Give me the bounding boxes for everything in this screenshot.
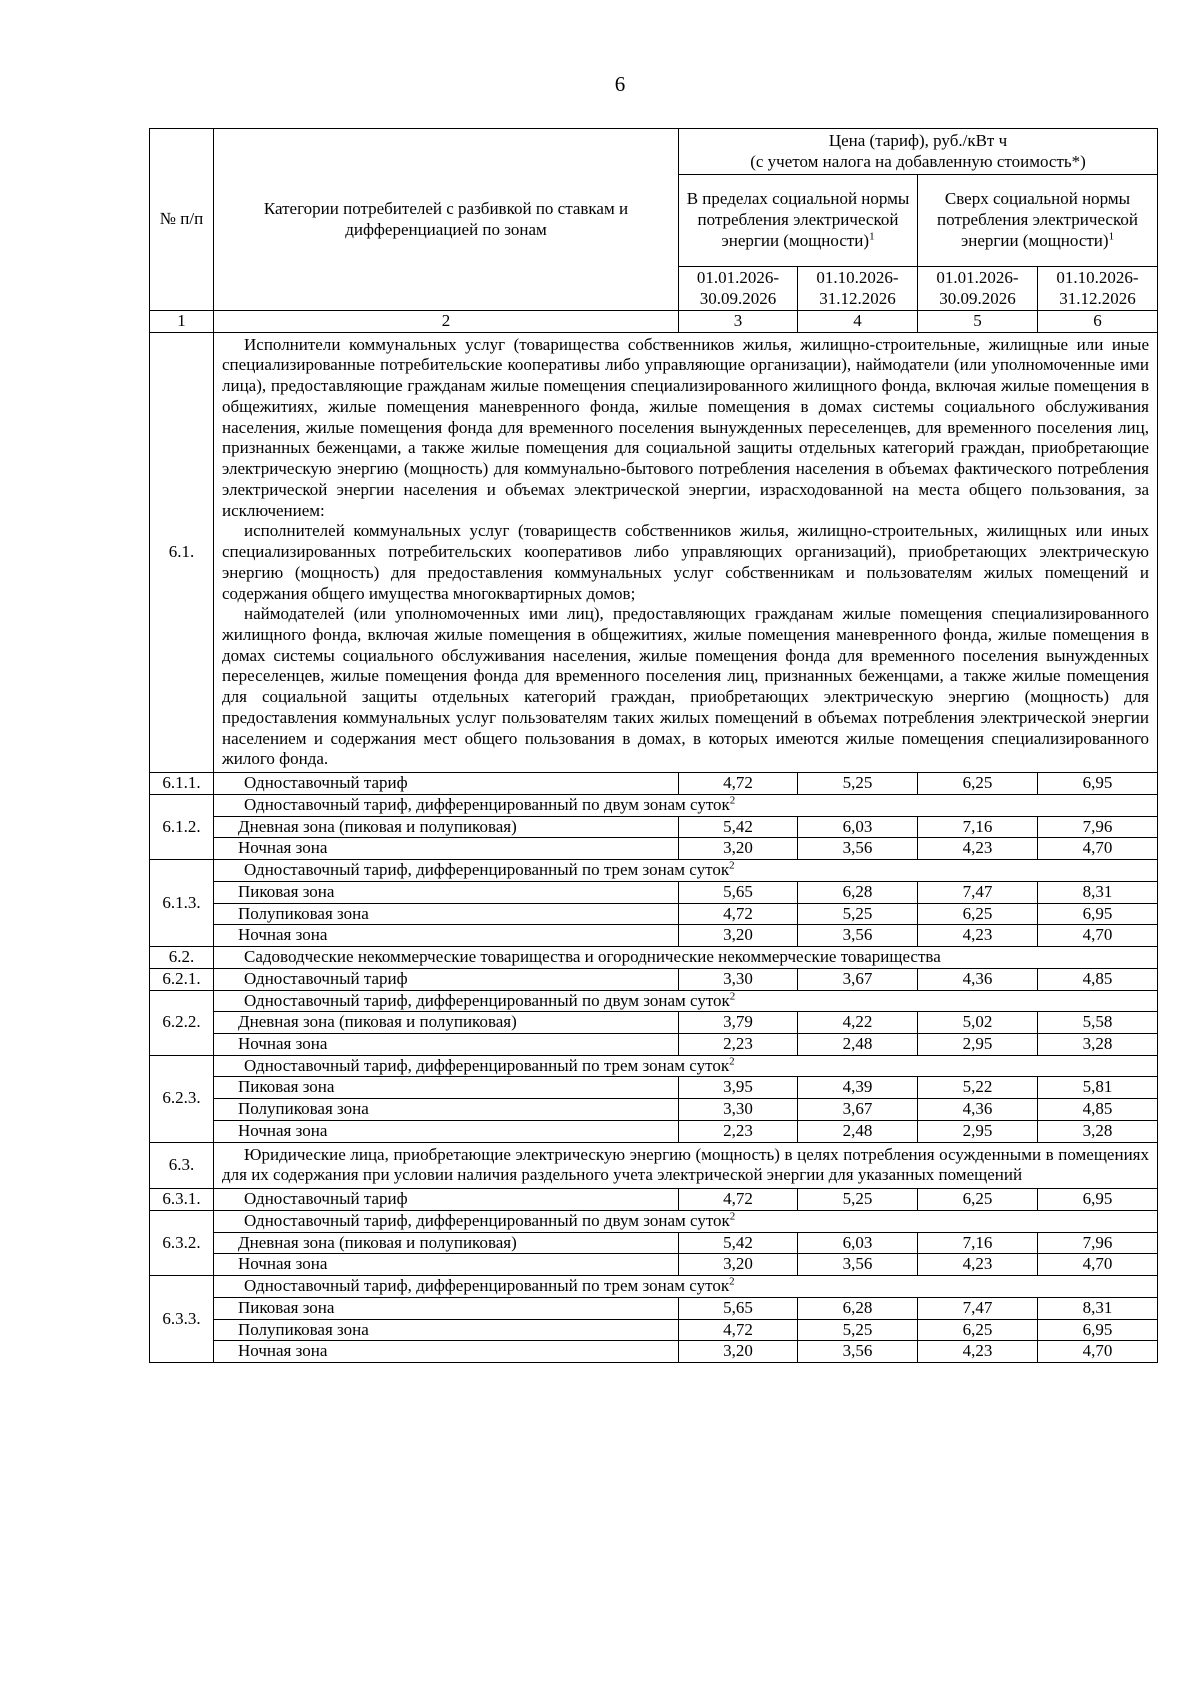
zone-name: Ночная зона xyxy=(214,1341,679,1363)
price-cell: 2,95 xyxy=(918,1120,1038,1142)
price-cell: 5,65 xyxy=(679,881,798,903)
table-row xyxy=(150,816,1158,838)
page-number: 6 xyxy=(614,72,626,96)
price-cell: 4,23 xyxy=(918,1341,1038,1363)
row-number: 6.2.1. xyxy=(150,968,214,990)
price-cell: 7,96 xyxy=(1038,1232,1158,1254)
section-description: Садоводческие некоммерческие товарищества и огороднические некоммерческие товарищества xyxy=(214,947,1158,969)
zone-name: Дневная зона (пиковая и полупиковая) xyxy=(214,1232,679,1254)
section-row xyxy=(150,947,1158,969)
zone-name: Пиковая зона xyxy=(214,1077,679,1099)
tariff-name: Одноставочный тариф, дифференцированный по трем зонам суток$^2$ xyxy=(214,860,1158,882)
table-row xyxy=(150,1077,1158,1099)
section-row xyxy=(150,332,1158,772)
price-cell: 3,56 xyxy=(798,838,918,860)
table-row xyxy=(150,1276,1158,1298)
row-number: 6.3.3. xyxy=(150,1276,214,1363)
price-cell: 5,22 xyxy=(918,1077,1038,1099)
price-cell: 3,67 xyxy=(798,968,918,990)
price-cell: 8,31 xyxy=(1038,1297,1158,1319)
section-paragraph: исполнителей коммунальных услуг (товариществ собственников жилья, жилищно-строительных, жилищных или иных специализированных потребительских кооперативов либо управляющих организаций), приобретающих электрическую энергию (мощность) для предоставления коммунальных услуг собственникам и пользователям жилых помещений и содержания общего имущества многоквартирных домов; xyxy=(222,521,1149,603)
period-1: 01.01.2026-30.09.2026 xyxy=(679,267,798,311)
zone-name: Пиковая зона xyxy=(214,881,679,903)
price-cell: 7,96 xyxy=(1038,816,1158,838)
price-cell: 2,48 xyxy=(798,1120,918,1142)
price-cell: 6,95 xyxy=(1038,773,1158,795)
zone-name: Ночная зона xyxy=(214,1120,679,1142)
price-cell: 3,56 xyxy=(798,1254,918,1276)
price-cell: 3,56 xyxy=(798,1341,918,1363)
section-paragraph: наймодателей (или уполномоченных ими лиц), предоставляющих гражданам жилые помещения специализированного жилищного фонда, включая жилые помещения в общежитиях, жилые помещения маневренного фонда, жилые помещения в домах системы социального обслуживания населения, жилые помещения фонда для временного поселения вынужденных переселенцев, жилые помещения фонда для временного поселения лиц, признанных беженцами, а также жилые помещения для социальной защиты отдельных категорий граждан, приобретающих электрическую энергию (мощность) для предоставления коммунальных услуг пользователям таких жилых помещений в объемах потребления электрической энергии населением и содержания мест общего пользования в домах, в которых имеются жилые помещения специализированного жилого фонда. xyxy=(222,604,1149,769)
price-cell: 7,47 xyxy=(918,881,1038,903)
price-cell: 3,79 xyxy=(679,1012,798,1034)
header-num: № п/п xyxy=(150,129,214,311)
price-cell: 4,23 xyxy=(918,1254,1038,1276)
header-category: Категории потребителей с разбивкой по ставкам и дифференциацией по зонам xyxy=(214,129,679,311)
price-cell: 6,25 xyxy=(918,1319,1038,1341)
table-row xyxy=(150,990,1158,1012)
table-row xyxy=(150,925,1158,947)
price-cell: 4,23 xyxy=(918,925,1038,947)
footnote-marker: 2 xyxy=(729,989,736,1002)
price-cell: 4,36 xyxy=(918,968,1038,990)
tariff-name: Одноставочный тариф, дифференцированный по трем зонам суток$^2$ xyxy=(214,1055,1158,1077)
price-cell: 2,95 xyxy=(918,1033,1038,1055)
table-row xyxy=(150,881,1158,903)
column-number: 3 xyxy=(679,311,798,333)
section-row xyxy=(150,1142,1158,1188)
table-row xyxy=(150,1012,1158,1034)
price-cell: 3,30 xyxy=(679,968,798,990)
price-cell: 6,28 xyxy=(798,881,918,903)
column-number-row xyxy=(150,311,1158,333)
price-cell: 3,20 xyxy=(679,838,798,860)
header-price-vat: (с учетом налога на добавленную стоимость*) xyxy=(750,151,1086,171)
price-cell: 4,70 xyxy=(1038,1254,1158,1276)
tariff-name: Одноставочный тариф xyxy=(214,773,679,795)
header-above-norm: Сверх социальной нормы потребления электрической энергии (мощности)$^1$ xyxy=(918,175,1158,267)
column-number: 1 xyxy=(150,311,214,333)
footnote-marker: 2 xyxy=(729,794,736,807)
price-cell: 6,25 xyxy=(918,1189,1038,1211)
period-3: 01.01.2026-30.09.2026 xyxy=(918,267,1038,311)
table-row xyxy=(150,1189,1158,1211)
price-cell: 6,25 xyxy=(918,773,1038,795)
table-row xyxy=(150,860,1158,882)
section-paragraph: Исполнители коммунальных услуг (товарищества собственников жилья, жилищно-строительные, жилищные или иные специализированные потребительские кооперативы либо управляющие организации), наймодатели (или уполномоченные ими лица), предоставляющие гражданам жилые помещения специализированного жилищного фонда, включая жилые помещения в общежитиях, жилые помещения маневренного фонда, жилые помещения в домах системы социального обслуживания населения, жилые помещения фонда для временного поселения вынужденных переселенцев, для временного поселения лиц, признанных беженцами, а также жилые помещения для социальной защиты отдельных категорий граждан, приобретающие электрическую энергию (мощность) для коммунально-бытового потребления населения в объемах фактического потребления электрической энергии населения и объемах электрической энергии, израсходованной на места общего пользования, за исключением: xyxy=(222,334,1149,520)
price-cell: 6,03 xyxy=(798,1232,918,1254)
zone-name: Дневная зона (пиковая и полупиковая) xyxy=(214,1012,679,1034)
price-cell: 2,23 xyxy=(679,1120,798,1142)
row-number: 6.2.3. xyxy=(150,1055,214,1142)
table-row xyxy=(150,838,1158,860)
column-number: 4 xyxy=(798,311,918,333)
price-cell: 6,95 xyxy=(1038,1319,1158,1341)
price-cell: 4,85 xyxy=(1038,968,1158,990)
row-number: 6.3. xyxy=(150,1142,214,1188)
row-number: 6.1.1. xyxy=(150,773,214,795)
price-cell: 4,22 xyxy=(798,1012,918,1034)
price-cell: 4,72 xyxy=(679,1319,798,1341)
tariff-name: Одноставочный тариф, дифференцированный по двум зонам суток$^2$ xyxy=(214,1210,1158,1232)
price-cell: 4,72 xyxy=(679,773,798,795)
section-description xyxy=(214,1142,1158,1188)
header-row xyxy=(150,129,1158,175)
zone-name: Полупиковая зона xyxy=(214,903,679,925)
price-cell: 6,25 xyxy=(918,903,1038,925)
column-number: 5 xyxy=(918,311,1038,333)
table-row xyxy=(150,1341,1158,1363)
zone-name: Пиковая зона xyxy=(214,1297,679,1319)
footnote-marker: 2 xyxy=(729,1210,736,1223)
footnote-marker: 2 xyxy=(729,1275,735,1288)
zone-name: Ночная зона xyxy=(214,1254,679,1276)
price-cell: 7,16 xyxy=(918,816,1038,838)
price-cell: 5,25 xyxy=(798,1319,918,1341)
tariff-name: Одноставочный тариф, дифференцированный по двум зонам суток$^2$ xyxy=(214,794,1158,816)
zone-name: Полупиковая зона xyxy=(214,1319,679,1341)
row-number: 6.1. xyxy=(150,332,214,772)
table-row xyxy=(150,1254,1158,1276)
footnote-marker: 1 xyxy=(869,230,875,243)
table-row xyxy=(150,1210,1158,1232)
footnote-marker: 2 xyxy=(729,1055,735,1068)
price-cell: 4,36 xyxy=(918,1099,1038,1121)
price-cell: 6,28 xyxy=(798,1297,918,1319)
price-cell: 4,70 xyxy=(1038,1341,1158,1363)
price-cell: 2,23 xyxy=(679,1033,798,1055)
header-price-title: Цена (тариф), руб./кВт ч xyxy=(828,130,1008,150)
header-price xyxy=(679,129,1158,175)
row-number: 6.2.2. xyxy=(150,990,214,1055)
footnote-marker: 2 xyxy=(729,859,735,872)
column-number: 6 xyxy=(1038,311,1158,333)
price-cell: 5,42 xyxy=(679,816,798,838)
zone-name: Полупиковая зона xyxy=(214,1099,679,1121)
period-4: 01.10.2026-31.12.2026 xyxy=(1038,267,1158,311)
price-cell: 4,70 xyxy=(1038,925,1158,947)
price-cell: 6,95 xyxy=(1038,903,1158,925)
table-row xyxy=(150,1099,1158,1121)
section-paragraph: Юридические лица, приобретающие электрическую энергию (мощность) в целях потребления осужденными в помещениях для их содержания при условии наличия раздельного учета электрической энергии для указанных помещений xyxy=(222,1144,1149,1185)
price-cell: 5,65 xyxy=(679,1297,798,1319)
row-number: 6.1.2. xyxy=(150,794,214,859)
section-description xyxy=(214,332,1158,772)
table-row xyxy=(150,794,1158,816)
period-2: 01.10.2026-31.12.2026 xyxy=(798,267,918,311)
price-cell: 3,28 xyxy=(1038,1120,1158,1142)
table-row xyxy=(150,773,1158,795)
table-row xyxy=(150,1297,1158,1319)
price-cell: 5,42 xyxy=(679,1232,798,1254)
zone-name: Ночная зона xyxy=(214,838,679,860)
price-cell: 3,20 xyxy=(679,925,798,947)
row-number: 6.3.1. xyxy=(150,1189,214,1211)
price-cell: 3,20 xyxy=(679,1341,798,1363)
zone-name: Ночная зона xyxy=(214,925,679,947)
price-cell: 6,95 xyxy=(1038,1189,1158,1211)
tariff-name: Одноставочный тариф, дифференцированный по трем зонам суток$^2$ xyxy=(214,1276,1158,1298)
zone-name: Дневная зона (пиковая и полупиковая) xyxy=(214,816,679,838)
table-row xyxy=(150,1319,1158,1341)
table-row xyxy=(150,1033,1158,1055)
price-cell: 5,81 xyxy=(1038,1077,1158,1099)
price-cell: 4,72 xyxy=(679,1189,798,1211)
header-within-norm: В пределах социальной нормы потребления электрической энергии (мощности)$^1$ xyxy=(679,175,918,267)
tariff-name: Одноставочный тариф xyxy=(214,1189,679,1211)
price-cell: 5,25 xyxy=(798,773,918,795)
price-cell: 5,02 xyxy=(918,1012,1038,1034)
table-row xyxy=(150,968,1158,990)
price-cell: 3,95 xyxy=(679,1077,798,1099)
price-cell: 5,25 xyxy=(798,1189,918,1211)
column-number: 2 xyxy=(214,311,679,333)
price-cell: 4,70 xyxy=(1038,838,1158,860)
table-row xyxy=(150,1120,1158,1142)
tariff-table xyxy=(149,128,1158,1363)
price-cell: 4,72 xyxy=(679,903,798,925)
price-cell: 2,48 xyxy=(798,1033,918,1055)
row-number: 6.3.2. xyxy=(150,1210,214,1275)
table-row xyxy=(150,903,1158,925)
price-cell: 3,20 xyxy=(679,1254,798,1276)
price-cell: 5,25 xyxy=(798,903,918,925)
price-cell: 7,16 xyxy=(918,1232,1038,1254)
tariff-name: Одноставочный тариф xyxy=(214,968,679,990)
price-cell: 3,56 xyxy=(798,925,918,947)
tariff-name: Одноставочный тариф, дифференцированный по двум зонам суток$^2$ xyxy=(214,990,1158,1012)
table-row xyxy=(150,1232,1158,1254)
price-cell: 6,03 xyxy=(798,816,918,838)
row-number: 6.1.3. xyxy=(150,860,214,947)
price-cell: 5,58 xyxy=(1038,1012,1158,1034)
price-cell: 7,47 xyxy=(918,1297,1038,1319)
table-row xyxy=(150,1055,1158,1077)
price-cell: 3,30 xyxy=(679,1099,798,1121)
price-cell: 3,28 xyxy=(1038,1033,1158,1055)
price-cell: 3,67 xyxy=(798,1099,918,1121)
price-cell: 8,31 xyxy=(1038,881,1158,903)
price-cell: 4,85 xyxy=(1038,1099,1158,1121)
price-cell: 4,23 xyxy=(918,838,1038,860)
zone-name: Ночная зона xyxy=(214,1033,679,1055)
price-cell: 4,39 xyxy=(798,1077,918,1099)
footnote-marker: 1 xyxy=(1108,230,1115,243)
row-number: 6.2. xyxy=(150,947,214,969)
